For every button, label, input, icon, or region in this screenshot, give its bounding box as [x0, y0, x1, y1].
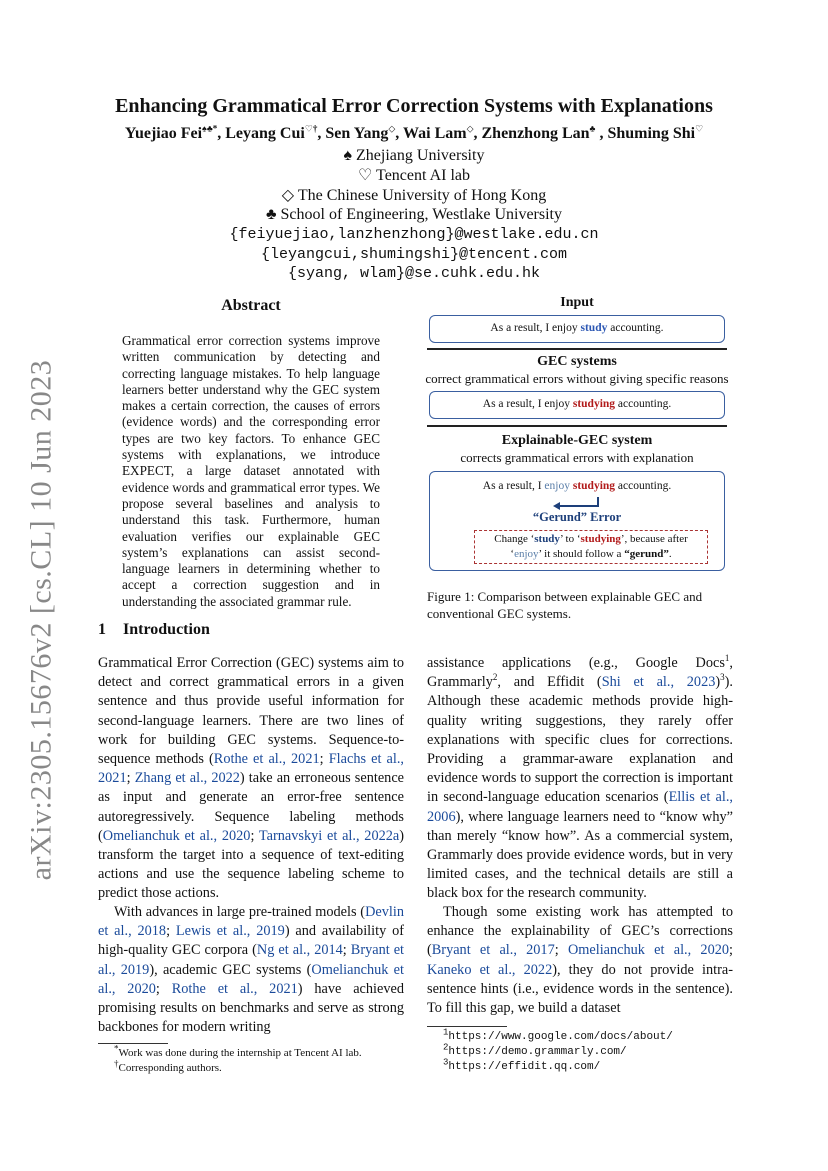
affiliation-name: Tencent AI lab	[376, 167, 470, 184]
affiliation-name: School of Engineering, Westlake University	[280, 206, 562, 223]
affiliation-2	[0, 166, 828, 186]
intro-paragraph-3: assistance applications (e.g., Google Docs$^1$, Grammarly$^2$, and Effidit (Shi et al., 2023)$^3$). Although these academic methods provide high-quality writing suggestions, they rarely offer explanations with specific clues for corrections. Providing a grammar-aware explanation and evidence words to support the correction is important in second-language education scenarios (Ellis et al., 2006), where language learners need to “know why” than merely “know how”. As a commercial system, Grammarly does provide evidence words, but in very limited cases, and the technical details are still a black box for the research community.	[427, 653, 733, 902]
author-list: Yuejiao Fei♠♣*, Leyang Cui♡†, Sen Yang◇, Wai Lam◇, Zhenzhong Lan♣ , Shuming Shi♡	[124, 123, 704, 142]
abstract-heading: Abstract	[221, 297, 281, 314]
input-sentence: As a result, I enjoy study accounting.	[490, 322, 664, 334]
gec-subheading: correct grammatical errors without giving specific reasons	[425, 371, 729, 386]
affiliation-name: The Chinese University of Hong Kong	[297, 187, 547, 204]
email-2: {leyangcui,shumingshi}@tencent.com	[260, 246, 568, 263]
xgec-subheading: corrects grammatical errors with explanation	[460, 450, 694, 465]
affiliation-3	[0, 186, 828, 206]
footnote-number: 1	[443, 1027, 449, 1038]
footnote-link[interactable]: https://demo.grammarly.com/	[448, 1046, 627, 1058]
email-1: {feiyuejiao,lanzhenzhong}@westlake.edu.cn	[229, 226, 599, 243]
intro-paragraph-1: Grammatical Error Correction (GEC) systems aim to detect and correct grammatical errors in a given sentence and thus provide useful information for second-language learners. There are two lines of work for building GEC systems. Sequence-to-sequence methods (Rothe et al., 2021; Flachs et al., 2021; Zhang et al., 2022) take an erroneous sentence as input and generate an error-free sentence autoregressively. Sequence labeling methods (Omelianchuk et al., 2020; Tarnavskyi et al., 2022a) transform the target into a sequence of text-editing actions and use the sequence labeling scheme to predict those actions.	[98, 655, 405, 902]
footnote-internship: *Work was done during the internship at Tencent AI lab.	[114, 1043, 362, 1059]
arxiv-id: arXiv:2305.15676v2 [cs.CL] 10 Jun 2023	[24, 359, 57, 881]
gec-output-sentence: As a result, I enjoy studying accounting.	[482, 398, 672, 410]
xgec-heading: Explainable-GEC system	[501, 433, 653, 448]
figure-divider	[427, 425, 727, 427]
footnote-url-1[interactable]	[443, 1027, 673, 1045]
abstract-text: Grammatical error correction systems improve written communication by detecting and correcting language mistakes. To help language learners better understand why the GEC system makes a certain correction, the causes of errors (evidence words) and the corresponding error types are two key factors. To enhance GEC systems with explanations, we introduce EXPECT, a large dataset annotated with evidence words and grammatical error types. We propose several baselines and analysis to understand this task. Furthermore, human evaluation verifies our explainable GEC system’s explanations can assist second-language learners in determining whether to accept a correction suggestion and in understanding the associated grammar rule.	[122, 333, 380, 609]
email-3: {syang, wlam}@se.cuhk.edu.hk	[287, 265, 541, 282]
gec-output-box	[429, 391, 725, 419]
xgec-output-sentence: As a result, I enjoy studying accounting.	[482, 480, 672, 492]
input-sentence-box	[429, 315, 725, 343]
gec-heading: GEC systems	[537, 354, 617, 369]
footnote-rule	[427, 1026, 507, 1027]
section-title: Introduction	[123, 621, 210, 638]
explanation-text: Change ‘study’ to ‘studying’, because after ‘enjoy’ it should follow a “gerund”.	[494, 533, 688, 560]
section-number: 1	[98, 621, 106, 638]
footnote-number: 3	[443, 1057, 449, 1068]
explanation-box	[474, 530, 708, 564]
affiliation-mark: ♣	[266, 206, 277, 223]
figure-divider	[427, 348, 727, 350]
affiliation-mark: ♡	[357, 167, 373, 184]
footnote-corresponding: †Corresponding authors.	[114, 1058, 222, 1074]
footnote-number: 2	[443, 1042, 449, 1053]
error-type-label: “Gerund” Error	[532, 510, 622, 524]
footnote-link[interactable]: https://effidit.qq.com/	[448, 1061, 601, 1073]
figure-caption: Figure 1: Comparison between explainable GEC and conventional GEC systems.	[427, 589, 703, 621]
footnote-link[interactable]: https://www.google.com/docs/about/	[448, 1031, 673, 1043]
figure-1	[425, 295, 729, 621]
xgec-output-box	[429, 471, 725, 571]
section-heading	[98, 621, 210, 639]
intro-paragraph-4: Though some existing work has attempted to enhance the explainability of GEC’s corrections (Bryant et al., 2017; Omelianchuk et al., 2020; Kaneko et al., 2022), they do not provide intra-sentence hints (i.e., evidence words in the sentence). To fill this gap, we build a dataset	[427, 904, 733, 1017]
affiliation-1	[0, 146, 828, 166]
paper-title: Enhancing Grammatical Error Correction Systems with Explanations	[115, 95, 713, 117]
intro-paragraph-2: With advances in large pre-trained models (Devlin et al., 2018; Lewis et al., 2019) and availability of high-quality GEC corpora (Ng et al., 2014; Bryant et al., 2019), academic GEC systems (Omelianchuk et al., 2020; Rothe et al., 2021) have achieved promising results on benchmarks and serve as strong backbones for modern writing	[98, 904, 405, 1036]
figure-input-heading: Input	[560, 295, 594, 310]
footnote-rule	[98, 1043, 168, 1044]
footnote-url-2[interactable]	[443, 1042, 627, 1060]
footnote-url-3[interactable]	[443, 1057, 601, 1075]
affiliation-mark: ◇	[281, 187, 295, 204]
affiliation-mark: ♠	[343, 147, 353, 164]
affiliation-4	[0, 205, 828, 225]
arxiv-sidebar	[4, 359, 78, 881]
affiliation-name: Zhejiang University	[356, 147, 485, 164]
